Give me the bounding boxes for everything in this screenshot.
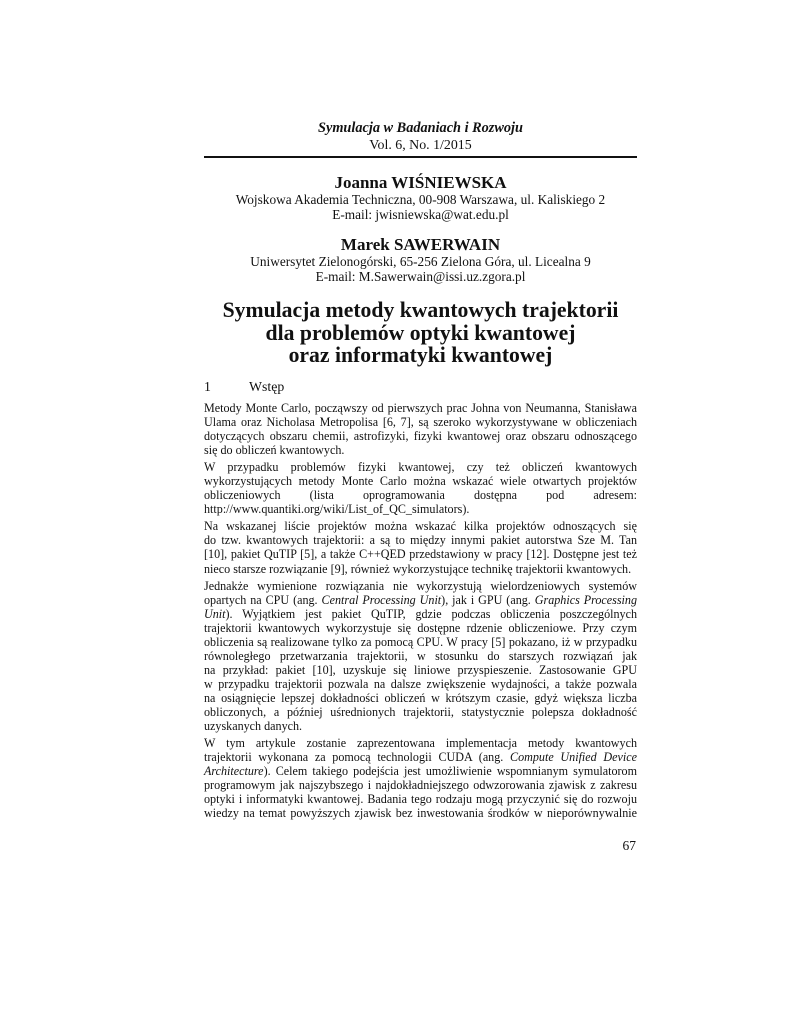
text-line: w przypadku trajektorii pozwala na dalsze zwiększenie wydajności, a także pozwala [204, 676, 637, 691]
text-line: [10], pakiet QuTIP [5], a także C++QED przedstawiony w pracy [12]. Dostępne jest też [204, 547, 637, 562]
section-number: 1 [204, 379, 211, 394]
text-line: obliczeniowych (lista oprogramowania dostępna pod adresem: [204, 488, 637, 503]
text-line: do tzw. kwantowych trajektorii: a są to między innymi pakiet autorstwa Sze M. Tan [204, 533, 637, 548]
paragraph [204, 401, 637, 457]
italic-term: Graphics Processing [534, 592, 638, 607]
author-email [204, 269, 637, 284]
text-run: trajektorii wykonana za pomocą technologii CUDA (ang. [204, 750, 511, 765]
text-line: Na wskazanej liście projektów można wskazać kilka projektów odnoszących się [204, 519, 637, 534]
text-line: trajektorii kwantowych wykorzystuje się dostępne rdzenie obliczeniowe. Przy czym [204, 620, 637, 635]
text-line [204, 593, 637, 607]
italic-term: Central Processing Unit [321, 592, 442, 607]
text-line: na osiągnięcie lepszej dokładności obliczeń w krótszym czasie, gdyż większa liczba [204, 690, 637, 705]
text-line: optyki i informatyki kwantowej. Badania tego rodzaju mogą przyczynić się do rozwoju [204, 792, 637, 807]
text-line: Ulama oraz Nicholasa Metropolisa [6, 7], są szeroko wykorzystywane w obliczeniach [204, 415, 637, 430]
journal-volume: Vol. 6, No. 1/2015 [369, 138, 472, 153]
text-run: ). Celem takiego podejścia jest umożliwienie wspomnianym symulatorom [263, 764, 637, 779]
paper-title [204, 299, 637, 367]
email-label: E-mail: [315, 269, 356, 284]
author-email [204, 207, 637, 222]
text-line: uzyskanych danych. [204, 719, 303, 734]
text-line: http://www.quantiki.org/wiki/List_of_QC_simulators). [204, 502, 470, 517]
email-address: jwisniewska@wat.edu.pl [375, 207, 509, 222]
text-line: nieco starsze rozwiązanie [9], również wykorzystujące technikę trajektorii kwantowych. [204, 561, 632, 576]
italic-term: Compute Unified Device [510, 750, 637, 765]
paragraph [204, 736, 637, 820]
email-label: E-mail: [332, 207, 373, 222]
paragraph [204, 519, 637, 575]
author-affiliation: Uniwersytet Zielonogórski, 65-256 Zielona Góra, ul. Licealna 9 [250, 254, 591, 269]
header-rule [204, 156, 637, 158]
text-line: wiedzy na temat powyższych zjawisk bez inwestowania środków w nieporównywalnie [204, 806, 637, 821]
paper-title-line: oraz informatyki kwantowej [288, 343, 553, 367]
paragraph [204, 460, 637, 516]
text-line: W przypadku problemów fizyki kwantowej, czy też obliczeń kwantowych [204, 460, 637, 475]
author-affiliation: Wojskowa Akademia Techniczna, 00-908 Warszawa, ul. Kaliskiego 2 [235, 192, 606, 207]
section-heading: Wstęp [249, 379, 285, 394]
paragraph [204, 579, 637, 734]
text-line [204, 607, 637, 621]
text-run: ). Wyjątkiem jest pakiet QuTIP, gdzie podczas obliczenia poszczególnych [225, 606, 637, 621]
paper-title-line: dla problemów optyki kwantowej [265, 320, 576, 345]
text-line [204, 764, 637, 778]
text-line: Metody Monte Carlo, począwszy od pierwszych prac Johna von Neumanna, Stanisława [204, 401, 637, 415]
text-line: wykorzystujących metody Monte Carlo można wskazać wiele otwartych projektów [204, 474, 637, 489]
email-address: M.Sawerwain@issi.uz.zgora.pl [358, 269, 526, 284]
text-line: programowym jak najszybszego i najdokładniejszego odwzorowania zjawisk z zakresu [204, 778, 637, 793]
italic-term: Unit [204, 606, 226, 621]
text-line: obliczenia są realizowane tylko za pomocą CPU. W pracy [5] pokazano, iż w przypadku [204, 634, 637, 649]
text-line: się do obliczeń kwantowych. [204, 443, 345, 458]
body-text [204, 401, 637, 820]
text-run: opartych na CPU (ang. [204, 592, 322, 607]
text-run: ), jak i GPU (ang. [441, 592, 535, 607]
text-line: dotyczących obszaru chemii, astrofizyki, fizyki kwantowej oraz obszaru odnoszącego [204, 429, 637, 444]
journal-title: Symulacja w Badaniach i Rozwoju [318, 120, 523, 136]
paper-title-line: Symulacja metody kwantowych trajektorii [222, 298, 619, 322]
author-name: Joanna WIŚNIEWSKA [334, 173, 507, 192]
text-line: W tym artykule zostanie zaprezentowana implementacja metody kwantowych [204, 736, 637, 751]
text-line [204, 750, 637, 764]
text-line: równoległego przetwarzania trajektorii, w stosunku do starszych rozwiązań jak [204, 648, 637, 663]
text-line: obliczonych, a później uśrednionych trajektorii, statystycznie polepsza dokładność [204, 704, 637, 719]
page-number: 67 [622, 838, 636, 853]
author-name: Marek SAWERWAIN [340, 235, 501, 254]
text-line: Jednakże wymienione rozwiązania nie wykorzystują wielordzeniowych systemów [204, 578, 637, 593]
text-line: na przykład: pakiet [10], uzyskuje się liniowe przyspieszenie. Zastosowanie GPU [204, 662, 637, 677]
italic-term: Architecture [204, 764, 264, 779]
